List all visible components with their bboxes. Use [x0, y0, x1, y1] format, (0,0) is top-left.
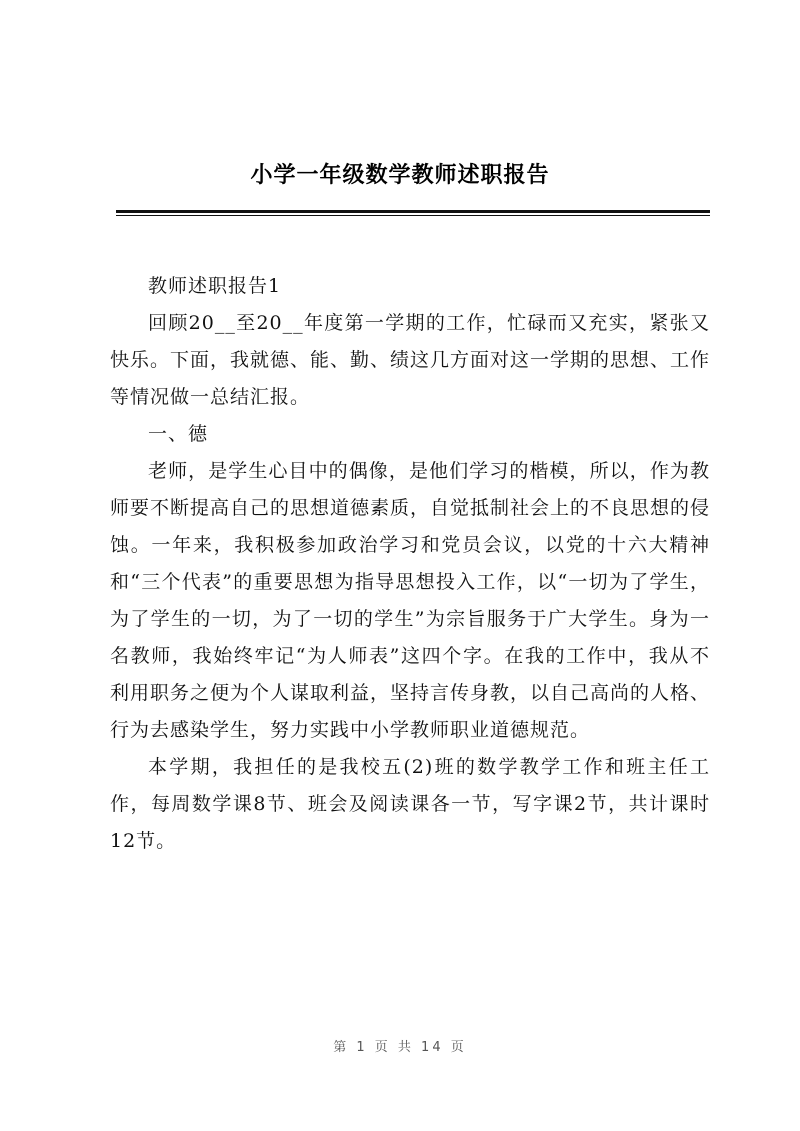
document-body — [110, 268, 710, 860]
section-heading-report: 教师述职报告1 — [148, 275, 282, 297]
page-number-footer: 第 1 页 共 14 页 — [333, 1040, 467, 1055]
section-heading-virtue: 一、德 — [148, 423, 209, 445]
title-divider-thick — [116, 210, 710, 213]
paragraph-intro: 回顾20__至20__年度第一学期的工作，忙碌而又充实，紧张又快乐。下面，我就德、能、勤、绩这几方面对这一学期的思想、工作等情况做一总结汇报。 — [110, 312, 711, 408]
paragraph-workload: 本学期，我担任的是我校五(2)班的数学教学工作和班主任工作，每周数学课8节、班会及阅读课各一节，写字课2节，共计课时12节。 — [110, 756, 710, 852]
title-divider-thin — [116, 215, 710, 216]
paragraph-virtue: 老师，是学生心目中的偶像，是他们学习的楷模，所以，作为教师要不断提高自己的思想道德素质，自觉抵制社会上的不良思想的侵蚀。一年来，我积极参加政治学习和党员会议，以党的十六大精神和“三个代表”的重要思想为指导思想投入工作，以“一切为了学生，为了学生的一切，为了一切的学生”为宗旨服务于广大学生。身为一名教师，我始终牢记“为人师表”这四个字。在我的工作中，我从不利用职务之便为个人谋取利益，坚持言传身教，以自己高尚的人格、行为去感染学生，努力实践中小学教师职业道德规范。 — [110, 460, 711, 741]
document-title: 小学一年级数学教师述职报告 — [250, 163, 550, 188]
